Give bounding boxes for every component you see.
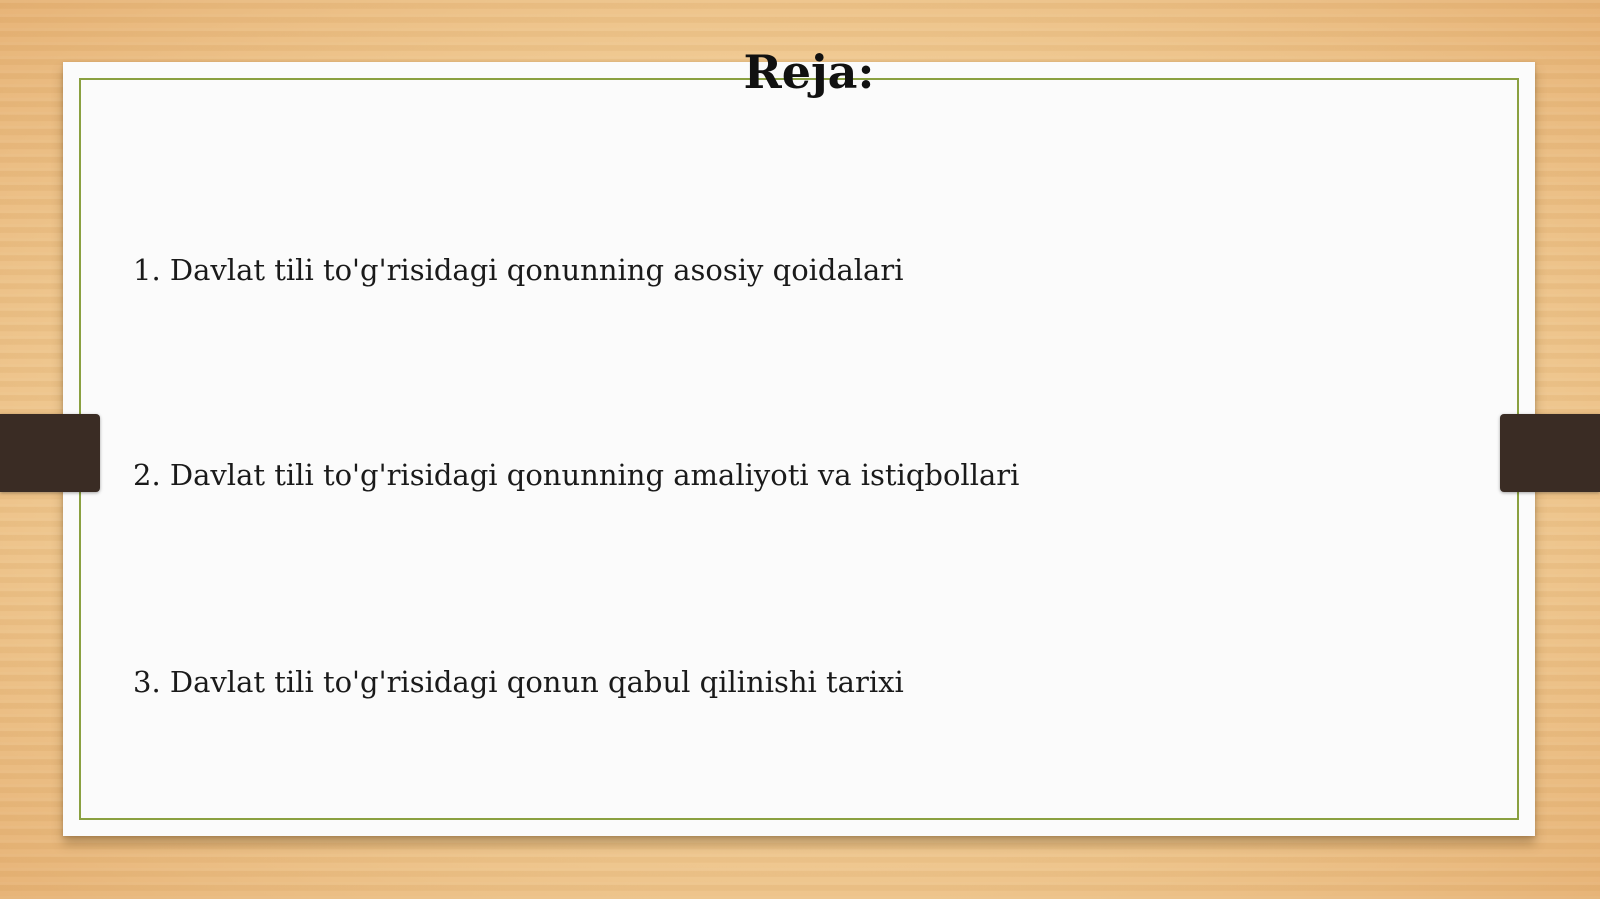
slide-paper <box>63 62 1535 836</box>
plan-item-1: 1. Davlat tili to'g'risidagi qonunning asosiy qoidalari <box>133 253 904 287</box>
binder-clip-left <box>0 414 100 492</box>
slide-inner-frame <box>79 78 1519 820</box>
binder-clip-right <box>1500 414 1600 492</box>
slide-title: Reja: <box>743 45 875 99</box>
plan-item-3: 3. Davlat tili to'g'risidagi qonun qabul qilinishi tarixi <box>133 665 904 699</box>
plan-item-2: 2. Davlat tili to'g'risidagi qonunning amaliyoti va istiqbollari <box>133 458 1020 492</box>
